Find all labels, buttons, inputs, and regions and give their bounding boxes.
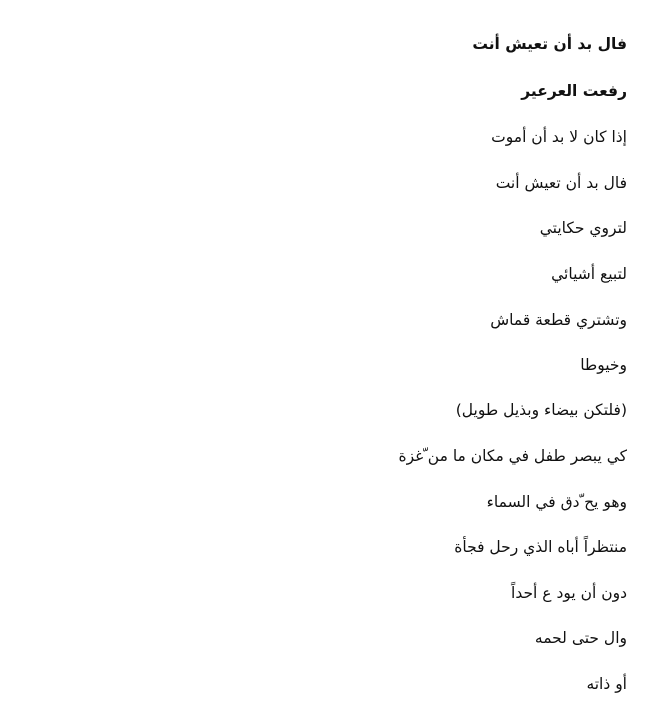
poem-line: أو ذاته: [586, 675, 627, 693]
poem-line: (فلتكن بيضاء وبذيل طويل): [455, 401, 627, 419]
poem-title: فال بد أن تعيش أنت: [472, 35, 627, 53]
poem-line: وخيوطا: [580, 356, 627, 374]
poem-line: دون أن يود ع أحداً: [511, 584, 627, 602]
poem-line: لتبيع أشيائي: [551, 265, 627, 283]
poem-line: منتظراً أباه الذي رحل فجأة: [454, 538, 627, 556]
poem-line: فال بد أن تعيش أنت: [495, 174, 627, 192]
poem-line: كي يبصر طفل في مكان ما من ّغزة: [398, 447, 627, 465]
poem-line: وهو يح ّدق في السماء: [486, 493, 627, 511]
poem-line: إذا كان لا بد أن أموت: [491, 128, 627, 146]
poem-line: وال حتى لحمه: [534, 629, 627, 647]
poem-line: لتروي حكايتي: [539, 219, 627, 237]
poem-line: وتشتري قطعة قماش: [490, 311, 627, 329]
poem-author: رفعت العرعير: [521, 82, 627, 100]
